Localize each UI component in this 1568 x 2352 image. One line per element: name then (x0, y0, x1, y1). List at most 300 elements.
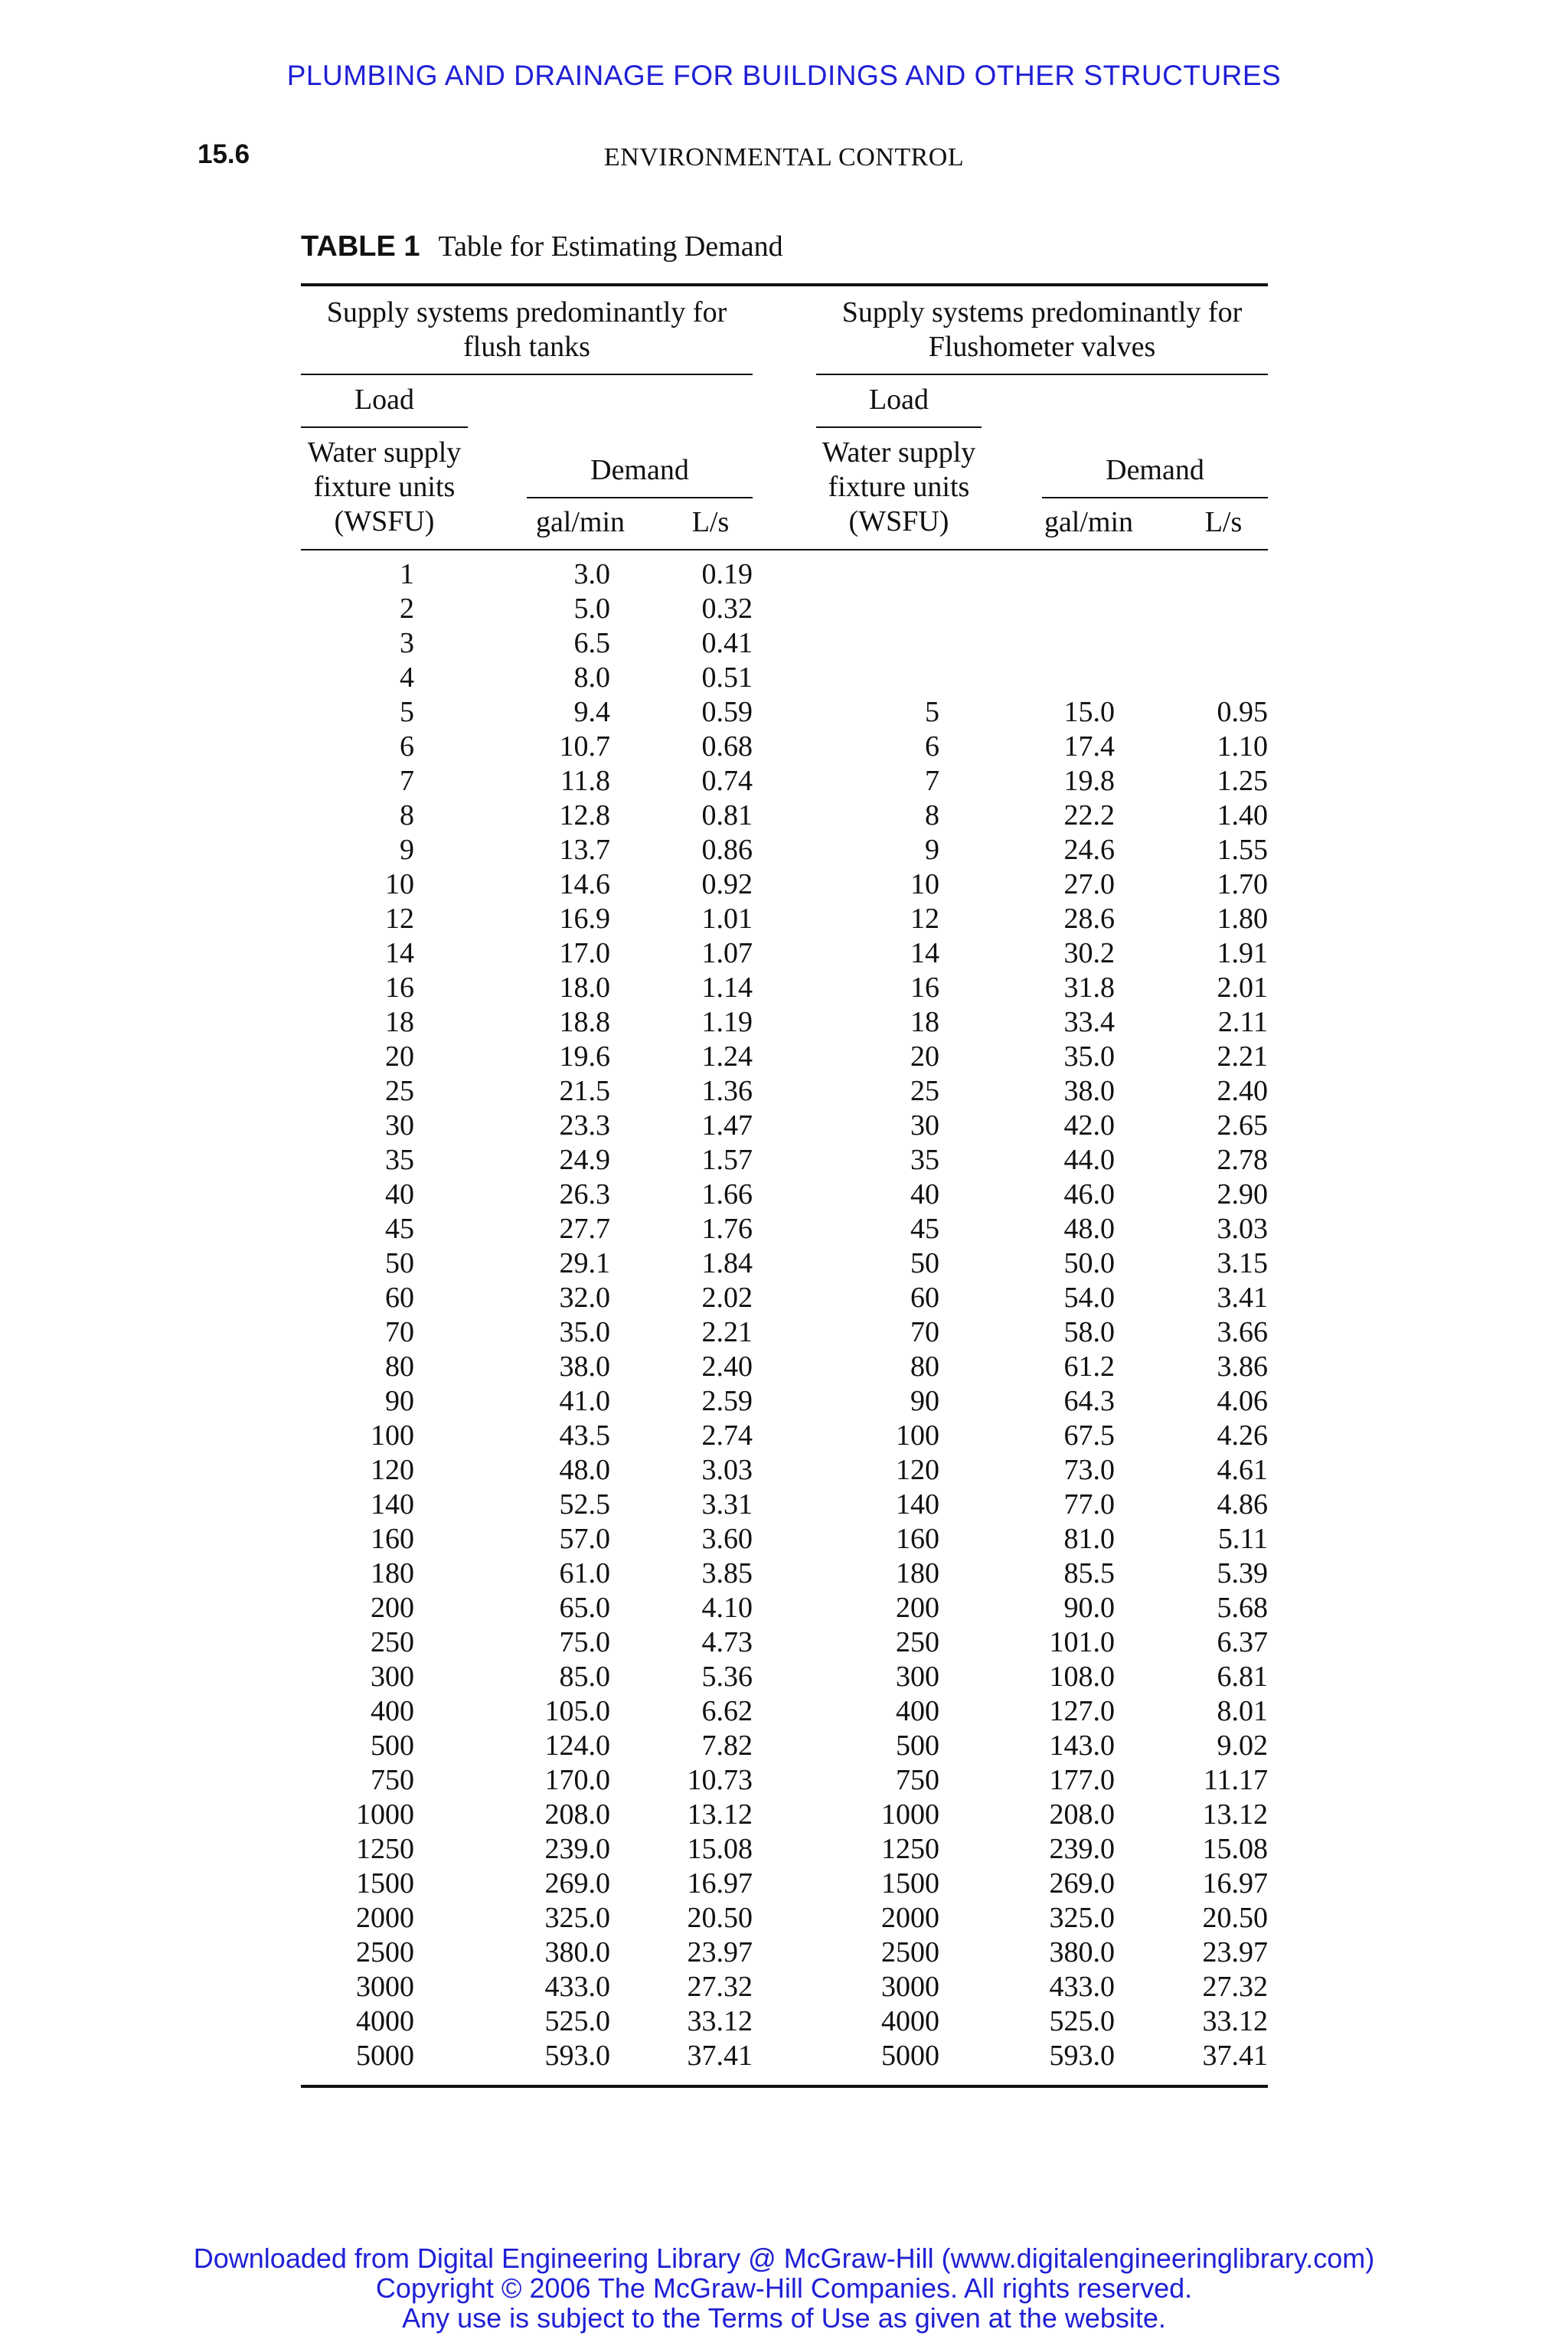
wsfu-flush-cell: 4000 (356, 2005, 414, 2037)
lps-flush-cell: 2.59 (701, 1385, 753, 1417)
wsfu-line3: (WSFU) (334, 505, 435, 537)
lps-flushometer-cell: 13.12 (1202, 1798, 1268, 1831)
wsfu-line1: Water supply (822, 436, 976, 469)
gpm-flush-cell: 433.0 (544, 1971, 610, 2003)
lps-flushometer-cell: 3.41 (1217, 1282, 1268, 1314)
gpm-flush-cell: 124.0 (544, 1730, 610, 1762)
gpm-header-left: gal/min (535, 506, 626, 538)
wsfu-flush-cell: 1000 (356, 1798, 414, 1831)
gpm-flush-cell: 14.6 (559, 868, 610, 900)
lps-flush-cell: 0.32 (701, 593, 753, 625)
lps-flushometer-cell: 6.37 (1217, 1626, 1268, 1658)
footer-line-1: Downloaded from Digital Engineering Library @ McGraw-Hill (www.digitalengineeringlibrary.com) (193, 2243, 1375, 2274)
group-left-line2: flush tanks (463, 331, 590, 363)
wsfu-line2: fixture units (313, 471, 456, 503)
lps-flush-cell: 1.57 (701, 1144, 753, 1176)
gpm-flush-cell: 269.0 (544, 1867, 610, 1900)
lps-flushometer-cell: 3.03 (1217, 1213, 1268, 1245)
gpm-flush-cell: 48.0 (559, 1454, 610, 1486)
gpm-flushometer-cell: 27.0 (1063, 868, 1115, 900)
wsfu-flush-cell: 12 (385, 903, 414, 935)
group-header-flushometer-valves (816, 296, 1268, 364)
load-right-rule (816, 426, 982, 428)
gpm-flushometer-cell: 433.0 (1049, 1971, 1115, 2003)
table-row (301, 592, 1268, 626)
lps-flush-cell: 1.36 (701, 1075, 753, 1107)
table-row (301, 902, 1268, 936)
wsfu-flushometer-cell: 50 (910, 1247, 939, 1279)
wsfu-flush-cell: 40 (385, 1178, 414, 1210)
wsfu-flush-cell: 120 (371, 1454, 414, 1486)
lps-flushometer-cell: 16.97 (1202, 1867, 1268, 1900)
gpm-flush-cell: 3.0 (573, 558, 610, 590)
lps-flushometer-cell: 37.41 (1202, 2040, 1268, 2072)
gpm-flush-cell: 8.0 (573, 662, 610, 694)
table-row (301, 626, 1268, 661)
wsfu-flush-cell: 50 (385, 1247, 414, 1279)
gpm-flush-cell: 43.5 (559, 1419, 610, 1452)
lps-flushometer-cell: 1.91 (1217, 937, 1268, 969)
table-row (301, 1281, 1268, 1315)
wsfu-flushometer-cell: 20 (910, 1040, 939, 1073)
gpm-flushometer-cell: 28.6 (1063, 903, 1115, 935)
wsfu-flushometer-cell: 8 (925, 799, 939, 831)
gpm-flushometer-cell: 108.0 (1049, 1661, 1115, 1693)
gpm-flush-cell: 9.4 (573, 696, 610, 728)
wsfu-flushometer-cell: 400 (896, 1695, 939, 1727)
lps-flush-cell: 3.03 (701, 1454, 753, 1486)
gpm-flushometer-cell: 90.0 (1063, 1592, 1115, 1624)
wsfu-flush-cell: 14 (385, 937, 414, 969)
wsfu-flushometer-cell: 30 (910, 1109, 939, 1142)
table-row (301, 1109, 1268, 1143)
table-row (301, 867, 1268, 902)
lps-flushometer-cell: 2.40 (1217, 1075, 1268, 1107)
gpm-header-right: gal/min (1044, 506, 1134, 538)
lps-flush-cell: 0.41 (701, 627, 753, 659)
gpm-flush-cell: 13.7 (559, 834, 610, 866)
lps-flushometer-cell: 1.70 (1217, 868, 1268, 900)
lps-flushometer-cell: 2.11 (1217, 1006, 1268, 1038)
gpm-flushometer-cell: 177.0 (1049, 1764, 1115, 1796)
lps-flush-cell: 1.07 (701, 937, 753, 969)
table-row (301, 2039, 1268, 2073)
lps-header-right: L/s (1204, 506, 1243, 538)
table-row (301, 833, 1268, 867)
wsfu-flushometer-cell: 1500 (881, 1867, 939, 1900)
gpm-flushometer-cell: 54.0 (1063, 1282, 1115, 1314)
table-row (301, 1867, 1268, 1901)
table-bottom-rule (301, 2085, 1268, 2088)
lps-flush-cell: 0.68 (701, 730, 753, 763)
gpm-flushometer-cell: 38.0 (1063, 1075, 1115, 1107)
table-caption (301, 230, 783, 263)
gpm-flush-cell: 11.8 (560, 765, 610, 797)
lps-flush-cell: 1.14 (701, 972, 753, 1004)
wsfu-flushometer-cell: 2000 (881, 1902, 939, 1934)
gpm-flushometer-cell: 30.2 (1063, 937, 1115, 969)
table-row (301, 1315, 1268, 1350)
gpm-flush-cell: 21.5 (559, 1075, 610, 1107)
table-row (301, 730, 1268, 764)
table-row (301, 1763, 1268, 1798)
lps-flush-cell: 3.60 (701, 1523, 753, 1555)
wsfu-flush-cell: 1500 (356, 1867, 414, 1900)
wsfu-flush-cell: 5000 (356, 2040, 414, 2072)
wsfu-flush-cell: 4 (400, 662, 414, 694)
lps-flushometer-cell: 6.81 (1217, 1661, 1268, 1693)
wsfu-flush-cell: 750 (371, 1764, 414, 1796)
book-banner-title: PLUMBING AND DRAINAGE FOR BUILDINGS AND OTHER STRUCTURES (286, 60, 1282, 91)
wsfu-flush-cell: 140 (371, 1488, 414, 1521)
wsfu-line1: Water supply (307, 436, 462, 469)
gpm-flushometer-cell: 525.0 (1049, 2005, 1115, 2037)
wsfu-flush-cell: 500 (371, 1730, 414, 1762)
download-notice-footer (0, 2243, 1568, 2333)
gpm-flushometer-cell: 77.0 (1063, 1488, 1115, 1521)
gpm-flush-cell: 12.8 (559, 799, 610, 831)
lps-flush-cell: 0.51 (701, 662, 753, 694)
wsfu-flushometer-cell: 5000 (881, 2040, 939, 2072)
wsfu-flushometer-cell: 80 (910, 1351, 939, 1383)
gpm-flushometer-cell: 101.0 (1049, 1626, 1115, 1658)
wsfu-flush-cell: 180 (371, 1557, 414, 1589)
table-label: TABLE 1 (301, 230, 420, 263)
lps-flush-cell: 27.32 (687, 1971, 753, 2003)
gpm-flush-cell: 380.0 (544, 1936, 610, 1968)
gpm-flush-cell: 170.0 (544, 1764, 610, 1796)
wsfu-flushometer-cell: 300 (896, 1661, 939, 1693)
table-row (301, 1040, 1268, 1074)
header-bottom-rule (301, 549, 1268, 550)
wsfu-flush-cell: 7 (400, 765, 414, 797)
wsfu-flushometer-cell: 140 (896, 1488, 939, 1521)
lps-flush-cell: 37.41 (687, 2040, 753, 2072)
table-row (301, 1246, 1268, 1281)
lps-flush-cell: 6.62 (701, 1695, 753, 1727)
gpm-flushometer-cell: 64.3 (1063, 1385, 1115, 1417)
gpm-flushometer-cell: 17.4 (1063, 730, 1115, 763)
wsfu-flush-cell: 250 (371, 1626, 414, 1658)
wsfu-flushometer-cell: 35 (910, 1144, 939, 1176)
lps-flush-cell: 20.50 (687, 1902, 753, 1934)
table-row (301, 1557, 1268, 1591)
table-row (301, 1936, 1268, 1970)
gpm-flushometer-cell: 58.0 (1063, 1316, 1115, 1348)
wsfu-flush-cell: 3000 (356, 1971, 414, 2003)
table-row (301, 1901, 1268, 1936)
lps-flush-cell: 1.24 (701, 1040, 753, 1073)
wsfu-flushometer-cell: 18 (910, 1006, 939, 1038)
lps-flush-cell: 23.97 (687, 1936, 753, 1968)
wsfu-flush-cell: 18 (385, 1006, 414, 1038)
wsfu-header-left (301, 436, 468, 539)
wsfu-flush-cell: 3 (400, 627, 414, 659)
table-row (301, 1660, 1268, 1694)
wsfu-flush-cell: 30 (385, 1109, 414, 1142)
wsfu-flushometer-cell: 3000 (881, 1971, 939, 2003)
wsfu-flushometer-cell: 180 (896, 1557, 939, 1589)
lps-flushometer-cell: 4.26 (1217, 1419, 1268, 1452)
wsfu-flush-cell: 80 (385, 1351, 414, 1383)
lps-flush-cell: 4.10 (701, 1592, 753, 1624)
lps-flushometer-cell: 9.02 (1217, 1730, 1268, 1762)
wsfu-flush-cell: 300 (371, 1661, 414, 1693)
wsfu-flush-cell: 45 (385, 1213, 414, 1245)
lps-flushometer-cell: 2.01 (1217, 972, 1268, 1004)
wsfu-flushometer-cell: 90 (910, 1385, 939, 1417)
lps-flushometer-cell: 20.50 (1202, 1902, 1268, 1934)
lps-flushometer-cell: 5.68 (1217, 1592, 1268, 1624)
wsfu-flush-cell: 35 (385, 1144, 414, 1176)
lps-flush-cell: 3.85 (701, 1557, 753, 1589)
table-row (301, 1384, 1268, 1419)
wsfu-line2: fixture units (828, 471, 970, 503)
gpm-flushometer-cell: 127.0 (1049, 1695, 1115, 1727)
table-row (301, 1970, 1268, 2004)
table-row (301, 1591, 1268, 1625)
gpm-flushometer-cell: 61.2 (1063, 1351, 1115, 1383)
lps-flushometer-cell: 23.97 (1202, 1936, 1268, 1968)
lps-flush-cell: 1.76 (701, 1213, 753, 1245)
lps-flush-cell: 0.86 (701, 834, 753, 866)
gpm-flush-cell: 24.9 (559, 1144, 610, 1176)
gpm-flush-cell: 27.7 (559, 1213, 610, 1245)
table-row (301, 1832, 1268, 1867)
wsfu-flush-cell: 90 (385, 1385, 414, 1417)
gpm-flush-cell: 5.0 (573, 593, 610, 625)
lps-flushometer-cell: 1.40 (1217, 799, 1268, 831)
gpm-flush-cell: 41.0 (559, 1385, 610, 1417)
table-row (301, 1488, 1268, 1522)
lps-flushometer-cell: 2.90 (1217, 1178, 1268, 1210)
lps-flush-cell: 7.82 (701, 1730, 753, 1762)
wsfu-flush-cell: 9 (400, 834, 414, 866)
lps-flushometer-cell: 33.12 (1202, 2005, 1268, 2037)
lps-flush-cell: 0.81 (701, 799, 753, 831)
wsfu-flushometer-cell: 750 (896, 1764, 939, 1796)
table-row (301, 661, 1268, 695)
lps-flush-cell: 13.12 (687, 1798, 753, 1831)
lps-flushometer-cell: 5.11 (1217, 1523, 1268, 1555)
wsfu-flush-cell: 8 (400, 799, 414, 831)
demand-header-right: Demand (1106, 454, 1204, 486)
table-body (301, 557, 1268, 2073)
lps-flush-cell: 3.31 (701, 1488, 753, 1521)
lps-flushometer-cell: 2.78 (1217, 1144, 1268, 1176)
gpm-flushometer-cell: 208.0 (1049, 1798, 1115, 1831)
lps-header-left: L/s (691, 506, 730, 538)
lps-flushometer-cell: 1.80 (1217, 903, 1268, 935)
lps-flush-cell: 0.92 (701, 868, 753, 900)
table-row (301, 764, 1268, 799)
gpm-flush-cell: 65.0 (559, 1592, 610, 1624)
gpm-flushometer-cell: 269.0 (1049, 1867, 1115, 1900)
lps-flush-cell: 0.74 (701, 765, 753, 797)
gpm-flush-cell: 593.0 (544, 2040, 610, 2072)
wsfu-flushometer-cell: 16 (910, 972, 939, 1004)
table-row (301, 695, 1268, 730)
gpm-flush-cell: 208.0 (544, 1798, 610, 1831)
lps-flushometer-cell: 3.15 (1217, 1247, 1268, 1279)
demand-right-rule (1042, 497, 1268, 498)
gpm-flushometer-cell: 33.4 (1063, 1006, 1115, 1038)
table-row (301, 1143, 1268, 1178)
gpm-flush-cell: 239.0 (544, 1833, 610, 1865)
lps-flush-cell: 0.19 (701, 558, 753, 590)
lps-flush-cell: 1.66 (701, 1178, 753, 1210)
wsfu-flush-cell: 1250 (356, 1833, 414, 1865)
lps-flushometer-cell: 1.55 (1217, 834, 1268, 866)
gpm-flushometer-cell: 85.5 (1063, 1557, 1115, 1589)
wsfu-flushometer-cell: 6 (925, 730, 939, 763)
lps-flush-cell: 1.19 (701, 1006, 753, 1038)
demand-left-rule (527, 497, 753, 498)
table-row (301, 1694, 1268, 1729)
lps-flushometer-cell: 2.21 (1217, 1040, 1268, 1073)
lps-flush-cell: 0.59 (701, 696, 753, 728)
gpm-flushometer-cell: 48.0 (1063, 1213, 1115, 1245)
table-row (301, 1729, 1268, 1763)
wsfu-flushometer-cell: 14 (910, 937, 939, 969)
lps-flushometer-cell: 3.86 (1217, 1351, 1268, 1383)
gpm-flush-cell: 325.0 (544, 1902, 610, 1934)
wsfu-flushometer-cell: 100 (896, 1419, 939, 1452)
wsfu-flush-cell: 2 (400, 593, 414, 625)
gpm-flushometer-cell: 35.0 (1063, 1040, 1115, 1073)
wsfu-flushometer-cell: 4000 (881, 2005, 939, 2037)
lps-flushometer-cell: 8.01 (1217, 1695, 1268, 1727)
wsfu-flushometer-cell: 70 (910, 1316, 939, 1348)
group-left-rule (301, 374, 753, 375)
wsfu-flushometer-cell: 2500 (881, 1936, 939, 1968)
gpm-flushometer-cell: 73.0 (1063, 1454, 1115, 1486)
page-number: 15.6 (198, 139, 250, 169)
table-row (301, 1074, 1268, 1109)
lps-flush-cell: 15.08 (687, 1833, 753, 1865)
wsfu-flushometer-cell: 500 (896, 1730, 939, 1762)
group-right-rule (816, 374, 1268, 375)
table-title: Table for Estimating Demand (438, 230, 783, 263)
wsfu-flushometer-cell: 12 (910, 903, 939, 935)
gpm-flush-cell: 6.5 (573, 627, 610, 659)
gpm-flush-cell: 85.0 (559, 1661, 610, 1693)
table-row (301, 1419, 1268, 1453)
table-row (301, 1178, 1268, 1212)
wsfu-flushometer-cell: 200 (896, 1592, 939, 1624)
wsfu-flush-cell: 2500 (356, 1936, 414, 1968)
gpm-flushometer-cell: 239.0 (1049, 1833, 1115, 1865)
gpm-flushometer-cell: 19.8 (1063, 765, 1115, 797)
lps-flush-cell: 5.36 (701, 1661, 753, 1693)
gpm-flushometer-cell: 380.0 (1049, 1936, 1115, 1968)
gpm-flush-cell: 29.1 (559, 1247, 610, 1279)
lps-flushometer-cell: 4.61 (1217, 1454, 1268, 1486)
lps-flush-cell: 10.73 (687, 1764, 753, 1796)
table-row (301, 936, 1268, 971)
gpm-flush-cell: 18.8 (559, 1006, 610, 1038)
lps-flushometer-cell: 1.10 (1217, 730, 1268, 763)
wsfu-flushometer-cell: 45 (910, 1213, 939, 1245)
wsfu-flush-cell: 6 (400, 730, 414, 763)
wsfu-flush-cell: 10 (385, 868, 414, 900)
gpm-flush-cell: 61.0 (559, 1557, 610, 1589)
wsfu-flush-cell: 60 (385, 1282, 414, 1314)
lps-flush-cell: 2.74 (701, 1419, 753, 1452)
wsfu-flushometer-cell: 7 (925, 765, 939, 797)
lps-flush-cell: 1.84 (701, 1247, 753, 1279)
wsfu-flushometer-cell: 10 (910, 868, 939, 900)
lps-flushometer-cell: 11.17 (1203, 1764, 1268, 1796)
load-left-rule (301, 426, 468, 428)
gpm-flush-cell: 52.5 (559, 1488, 610, 1521)
gpm-flushometer-cell: 42.0 (1063, 1109, 1115, 1142)
gpm-flushometer-cell: 593.0 (1049, 2040, 1115, 2072)
lps-flush-cell: 2.02 (701, 1282, 753, 1314)
wsfu-flush-cell: 1 (400, 558, 414, 590)
wsfu-flush-cell: 25 (385, 1075, 414, 1107)
wsfu-flushometer-cell: 60 (910, 1282, 939, 1314)
wsfu-line3: (WSFU) (848, 505, 949, 537)
gpm-flush-cell: 17.0 (559, 937, 610, 969)
gpm-flush-cell: 525.0 (544, 2005, 610, 2037)
gpm-flushometer-cell: 15.0 (1063, 696, 1115, 728)
gpm-flushometer-cell: 81.0 (1063, 1523, 1115, 1555)
wsfu-flush-cell: 2000 (356, 1902, 414, 1934)
table-row (301, 2004, 1268, 2039)
wsfu-flushometer-cell: 1250 (881, 1833, 939, 1865)
lps-flushometer-cell: 5.39 (1217, 1557, 1268, 1589)
table-row (301, 1798, 1268, 1832)
gpm-flushometer-cell: 46.0 (1063, 1178, 1115, 1210)
group-header-flush-tanks (301, 296, 753, 364)
wsfu-flush-cell: 160 (371, 1523, 414, 1555)
gpm-flushometer-cell: 24.6 (1063, 834, 1115, 866)
lps-flush-cell: 2.21 (701, 1316, 753, 1348)
lps-flush-cell: 1.47 (701, 1109, 753, 1142)
gpm-flush-cell: 75.0 (559, 1626, 610, 1658)
gpm-flush-cell: 32.0 (559, 1282, 610, 1314)
lps-flush-cell: 1.01 (701, 903, 753, 935)
table-row (301, 1005, 1268, 1040)
gpm-flush-cell: 10.7 (559, 730, 610, 763)
wsfu-flush-cell: 70 (385, 1316, 414, 1348)
wsfu-flush-cell: 100 (371, 1419, 414, 1452)
gpm-flush-cell: 26.3 (559, 1178, 610, 1210)
wsfu-flush-cell: 20 (385, 1040, 414, 1073)
table-row (301, 1212, 1268, 1246)
gpm-flushometer-cell: 44.0 (1063, 1144, 1115, 1176)
wsfu-flush-cell: 200 (371, 1592, 414, 1624)
gpm-flush-cell: 19.6 (559, 1040, 610, 1073)
gpm-flush-cell: 57.0 (559, 1523, 610, 1555)
group-left-line1: Supply systems predominantly for (326, 296, 727, 328)
table-row (301, 1625, 1268, 1660)
lps-flushometer-cell: 27.32 (1202, 1971, 1268, 2003)
table-row (301, 557, 1268, 592)
running-head: ENVIRONMENTAL CONTROL (603, 143, 965, 172)
gpm-flushometer-cell: 50.0 (1063, 1247, 1115, 1279)
wsfu-flushometer-cell: 250 (896, 1626, 939, 1658)
wsfu-flush-cell: 5 (400, 696, 414, 728)
lps-flushometer-cell: 3.66 (1217, 1316, 1268, 1348)
wsfu-flushometer-cell: 120 (896, 1454, 939, 1486)
lps-flushometer-cell: 4.86 (1217, 1488, 1268, 1521)
load-header-right: Load (868, 384, 929, 416)
wsfu-flush-cell: 400 (371, 1695, 414, 1727)
wsfu-flushometer-cell: 160 (896, 1523, 939, 1555)
wsfu-header-right (816, 436, 982, 539)
